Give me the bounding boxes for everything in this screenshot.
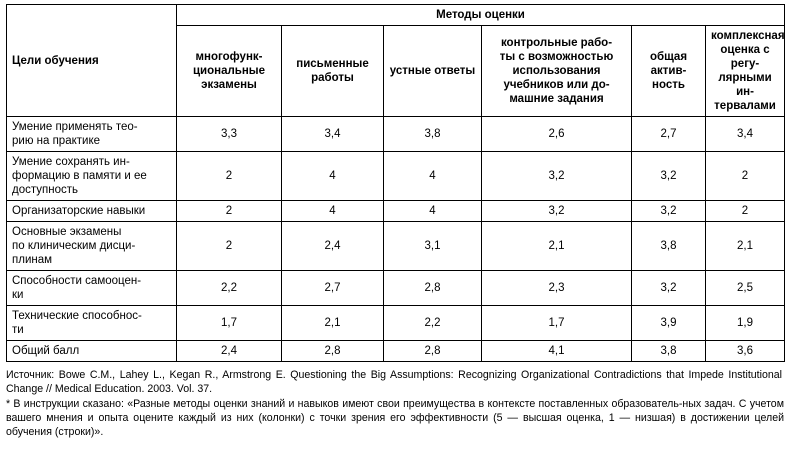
column-header-2: устные ответы [384, 26, 482, 117]
table-row [7, 306, 785, 341]
table-cell: 3,3 [177, 117, 282, 152]
row-label: Умение применять тео- рию на практике [7, 117, 177, 152]
table-cell: 2,4 [282, 222, 384, 271]
row-label: Способности самооцен- ки [7, 271, 177, 306]
column-header-1: письменные работы [282, 26, 384, 117]
table-cell: 2,8 [384, 341, 482, 362]
table-cell: 2,2 [384, 306, 482, 341]
table-cell: 4 [282, 201, 384, 222]
table-cell: 2,1 [482, 222, 632, 271]
table-header-row-group [7, 5, 785, 26]
table-cell: 2 [706, 152, 785, 201]
table-cell: 3,2 [632, 152, 706, 201]
row-label: Общий балл [7, 341, 177, 362]
table-cell: 4 [282, 152, 384, 201]
row-label: Технические способнос- ти [7, 306, 177, 341]
table-cell: 2,8 [384, 271, 482, 306]
row-label: Основные экзамены по клиническим дисци- плинам [7, 222, 177, 271]
instruction-note: * В инструкции сказано: «Разные методы оценки знаний и навыков имеют свои преимущества в контексте поставленных образователь-ных задач. С учетом вашего мнения и опыта оцените каждый из них (колонки) с точки зрения его эффективности (5 — высшая оценка, 1 — низшая) в достижении целей обучения (строки)». [6, 398, 784, 439]
group-header-cell: Методы оценки [177, 5, 785, 26]
table-body [7, 117, 785, 362]
table-cell: 3,4 [282, 117, 384, 152]
table-cell: 1,7 [482, 306, 632, 341]
table-cell: 3,4 [706, 117, 785, 152]
source-note: Источник: Bowe C.M., Lahey L., Kegan R., Armstrong E. Questioning the Big Assumptions: Recognizing Organizational Contradictions that Impede Institutional Change // Medical Education. 2003. Vol. 37. [6, 369, 782, 396]
table-cell: 2,1 [282, 306, 384, 341]
row-label: Организаторские навыки [7, 201, 177, 222]
table-cell: 2,2 [177, 271, 282, 306]
table-row [7, 117, 785, 152]
table-cell: 2,6 [482, 117, 632, 152]
table-row [7, 341, 785, 362]
corner-header-cell: Цели обучения [7, 5, 177, 117]
table-cell: 1,7 [177, 306, 282, 341]
table-cell: 2 [177, 222, 282, 271]
table-cell: 4,1 [482, 341, 632, 362]
table-cell: 4 [384, 152, 482, 201]
assessment-methods-table [6, 4, 785, 362]
table-cell: 3,2 [482, 152, 632, 201]
table-row [7, 152, 785, 201]
column-header-0: многофунк- циональные экзамены [177, 26, 282, 117]
table-row [7, 201, 785, 222]
table-row [7, 222, 785, 271]
table-cell: 4 [384, 201, 482, 222]
table-cell: 2,7 [282, 271, 384, 306]
table-cell: 3,1 [384, 222, 482, 271]
table-cell: 2,1 [706, 222, 785, 271]
table-cell: 3,8 [632, 341, 706, 362]
table-head [7, 5, 785, 117]
column-header-4: общая актив- ность [632, 26, 706, 117]
table-cell: 2,8 [282, 341, 384, 362]
table-cell: 3,2 [632, 271, 706, 306]
row-label: Умение сохранять ин- формацию в памяти и ее доступность [7, 152, 177, 201]
table-row [7, 271, 785, 306]
table-cell: 2,5 [706, 271, 785, 306]
column-header-5: комплексная оценка с регу- лярными ин- тервалами [706, 26, 785, 117]
table-cell: 2,4 [177, 341, 282, 362]
table-cell: 2 [706, 201, 785, 222]
table-cell: 2 [177, 152, 282, 201]
table-cell: 2 [177, 201, 282, 222]
table-cell: 3,6 [706, 341, 785, 362]
table-cell: 3,2 [632, 201, 706, 222]
table-cell: 1,9 [706, 306, 785, 341]
table-cell: 3,8 [384, 117, 482, 152]
table-cell: 3,2 [482, 201, 632, 222]
column-header-3: контрольные рабо- ты с возможностью использования учебников или до- машние задания [482, 26, 632, 117]
table-cell: 3,9 [632, 306, 706, 341]
table-cell: 2,3 [482, 271, 632, 306]
table-cell: 3,8 [632, 222, 706, 271]
footnotes [6, 369, 784, 440]
table-cell: 2,7 [632, 117, 706, 152]
